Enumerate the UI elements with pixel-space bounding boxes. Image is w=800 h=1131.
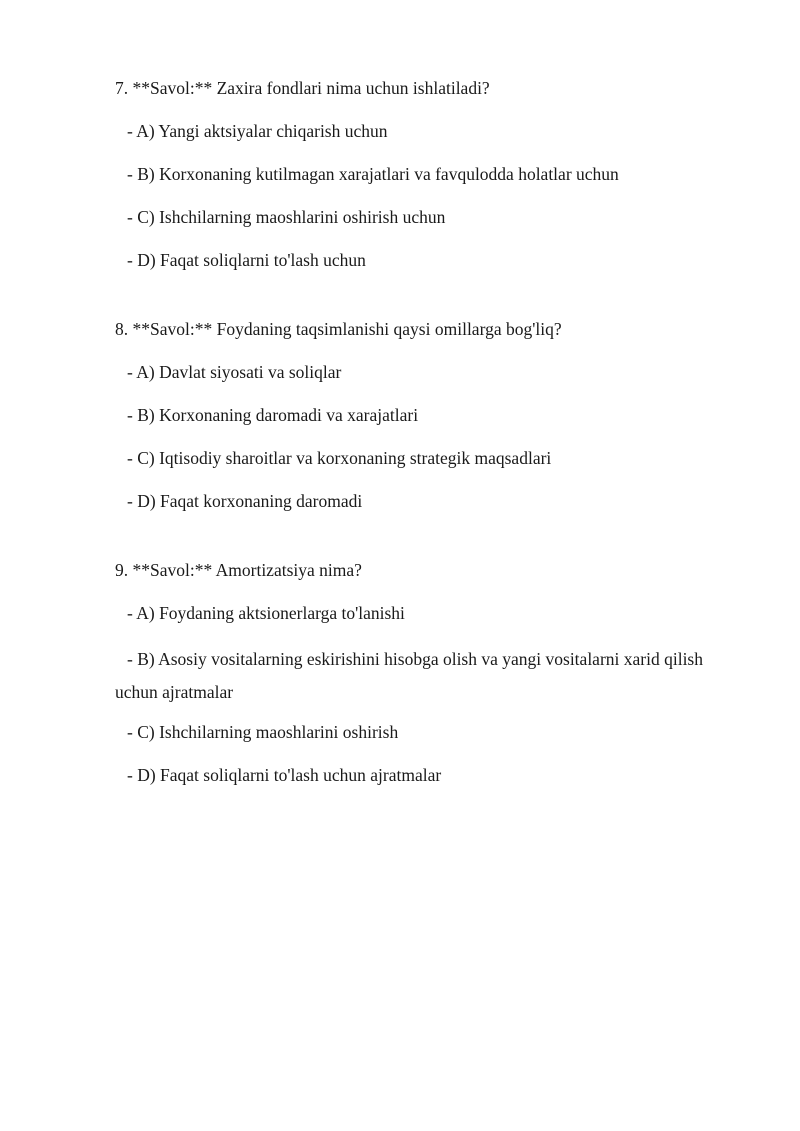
- document-content: [115, 75, 715, 788]
- option-c: - C) Iqtisodiy sharoitlar va korxonaning strategik maqsadlari: [127, 448, 552, 468]
- option-c: - C) Ishchilarning maoshlarini oshirish uchun: [127, 207, 446, 227]
- option-d: - D) Faqat soliqlarni to'lash uchun: [127, 250, 366, 270]
- option-b: - B) Asosiy vositalarning eskirishini hisobga olish va yangi vositalarni xarid qilish uchun ajratmalar: [115, 649, 703, 702]
- question-text: 9. **Savol:** Amortizatsiya nima?: [115, 560, 362, 580]
- option-c: - C) Ishchilarning maoshlarini oshirish: [127, 722, 399, 742]
- option-b: - B) Korxonaning kutilmagan xarajatlari va favqulodda holatlar uchun: [127, 164, 619, 184]
- option-b: - B) Korxonaning daromadi va xarajatlari: [127, 405, 419, 425]
- question-text: 7. **Savol:** Zaxira fondlari nima uchun ishlatiladi?: [115, 78, 490, 98]
- question-7: [115, 75, 715, 273]
- question-8: [115, 316, 715, 514]
- option-a: - A) Yangi aktsiyalar chiqarish uchun: [127, 121, 388, 141]
- option-d: - D) Faqat soliqlarni to'lash uchun ajratmalar: [127, 765, 442, 785]
- question-text: 8. **Savol:** Foydaning taqsimlanishi qaysi omillarga bog'liq?: [115, 319, 562, 339]
- option-d: - D) Faqat korxonaning daromadi: [127, 491, 363, 511]
- question-9: [115, 557, 715, 788]
- option-a: - A) Foydaning aktsionerlarga to'lanishi: [127, 603, 405, 623]
- option-a: - A) Davlat siyosati va soliqlar: [127, 362, 342, 382]
